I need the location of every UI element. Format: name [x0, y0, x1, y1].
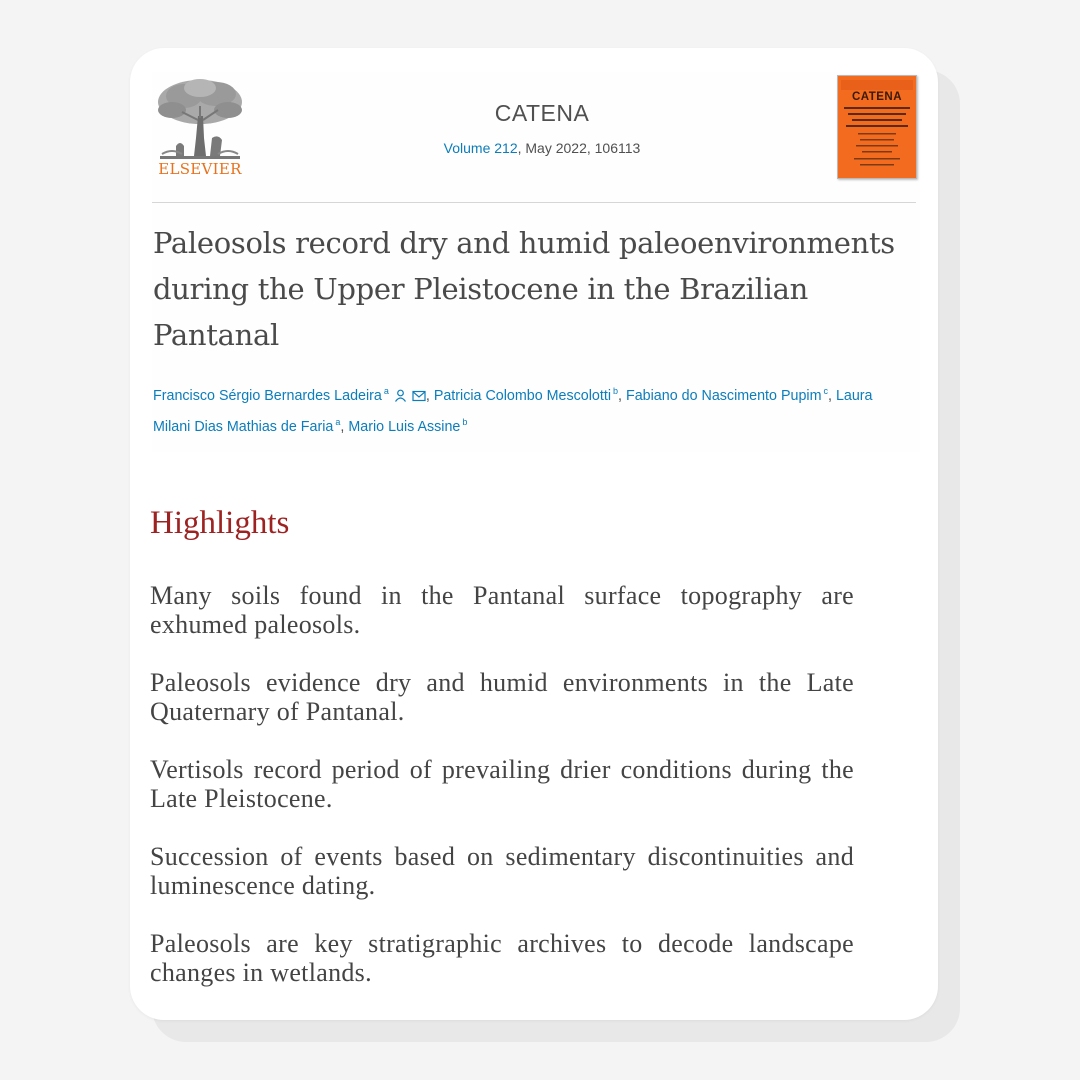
author-separator: ,	[827, 388, 836, 404]
highlights-heading: Highlights	[150, 505, 290, 541]
elsevier-wordmark: ELSEVIER	[158, 160, 242, 178]
highlight-item: Succession of events based on sedimentary discontinuities and luminescence dating.	[150, 842, 854, 900]
cover-title: CATENA	[851, 91, 903, 103]
author-link[interactable]: Patricia Colombo Mescolotti	[433, 388, 612, 404]
envelope-icon[interactable]	[412, 390, 426, 402]
volume-link[interactable]: Volume 212	[443, 140, 518, 156]
article-title: Paleosols record dry and humid paleoenvironments during the Upper Pleistocene in the Brazilian Pantanal	[153, 226, 895, 352]
journal-issue-info	[342, 140, 742, 156]
author-link[interactable]: Laura Milani Dias Mathias de Faria	[153, 388, 873, 435]
author-affiliation[interactable]: a	[335, 417, 341, 427]
header-divider	[152, 202, 916, 203]
journal-cover-image[interactable]	[837, 75, 917, 179]
highlight-item: Paleosols evidence dry and humid environments in the Late Quaternary of Pantanal.	[150, 668, 854, 726]
author-separator: ,	[425, 388, 434, 404]
author-affiliation[interactable]: b	[462, 417, 468, 427]
highlight-item: Many soils found in the Pantanal surface topography are exhumed paleosols.	[150, 581, 854, 639]
author-separator: ,	[618, 388, 626, 404]
author-link[interactable]: Francisco Sérgio Bernardes Ladeira	[153, 388, 382, 404]
issue-details: , May 2022, 106113	[517, 140, 641, 156]
highlight-item: Paleosols are key stratigraphic archives to decode landscape changes in wetlands.	[150, 929, 854, 987]
highlights-list	[150, 581, 854, 1016]
author-link[interactable]: Fabiano do Nascimento Pupim	[625, 388, 822, 404]
journal-title[interactable]: CATENA	[494, 100, 590, 126]
author-separator: ,	[340, 419, 349, 435]
author-affiliation[interactable]: c	[823, 386, 828, 396]
highlight-item: Vertisols record period of prevailing drier conditions during the Late Pleistocene.	[150, 755, 854, 813]
author-affiliation[interactable]: b	[613, 386, 619, 396]
author-link[interactable]: Mario Luis Assine	[348, 419, 461, 435]
person-icon[interactable]	[394, 389, 407, 402]
author-list	[153, 378, 913, 440]
author-affiliation[interactable]: a	[383, 386, 389, 396]
